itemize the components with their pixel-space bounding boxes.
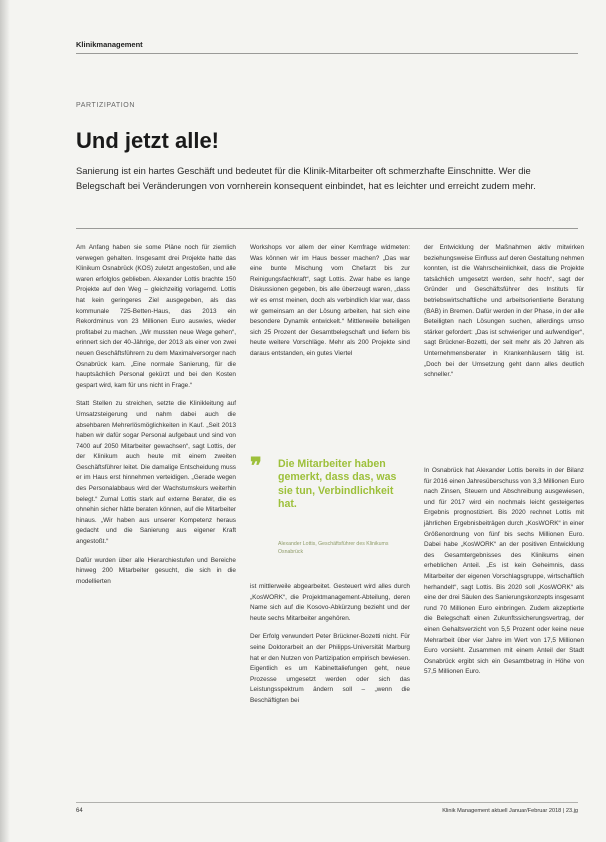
paragraph: Am Anfang haben sie some Pläne noch für ziemlich verwegen gehalten. Insgesamt drei Projekte hatte das Klinikum Osnabrück (KOS) zuletzt angestoßen, und alle waren erfolglos geblieben. Alexander Lottis brachte 150 Projekte auf den Weg – gleichzeitig vorlagernd. Lottis hat kein geringeres Ziel ausgegeben, als das kommunale 725-Betten-Haus, das 2013 ein Rekordminus von 23 Millionen Euro auswies, wieder profitabel zu machen. „Wir mussten neue Wege gehen“, erinnert sich der 40-Jährige, der 2013 als einer von zwei neuen Geschäftsführern zu dem Maximalversorger nach Osnabrück kam. „Eine normale Sanierung, für die hauptsächlich Personal gekürzt und bei den Kosten gespart wird, kam für uns nicht in Frage.“ (76, 244, 236, 389)
pull-quote-attribution: Alexander Lottis, Geschäftsführer des Klinikums Osnabrück (278, 541, 389, 555)
paragraph: der Entwicklung der Maßnahmen aktiv mitwirken beziehungsweise Einfluss auf deren Gestaltung nehmen konnten, ist die Wahrscheinlichkeit, dass die Projekte tatsächlich umgesetzt werden, sehr hoch“, sagt der Gründer und Geschäftsführer des Instituts für betriebswirtschaftliche und arbeitsorientierte Beratung (BAB) in Bremen. Dafür werden in der Phase, in der alle Beteiligten nach Lösungen suchen, allerdings umso stärker gefordert: „Das ist schwieriger und aufwendiger“, sagt Brückner-Bozetti, der seit mehr als 20 Jahren als Unternehmensberater in Krankenhäusern tätig ist. „Doch bei der Umsetzung geht dann alles deutlich schneller.“ (424, 244, 584, 379)
column-2-top (250, 243, 410, 368)
column-3-bottom (424, 466, 584, 686)
intro-rule (76, 228, 578, 229)
paragraph: Der Erfolg verwundert Peter Brückner-Bozetti nicht. Für seine Doktorarbeit an der Philipps-Universität Marburg hat er den Nutzen von Partizipation empirisch bewiesen. Eigentlich es um Kabinettaliefungen geht, neue Prozesse umgesetzt werden oder sich das Leistungsspektrum ändern soll – „wenn die Beschäftigten bei (250, 633, 410, 704)
article-intro: Sanierung ist ein hartes Geschäft und bedeutet für die Klinik-Mitarbeiter oft schmerzhafte Einschnitte. Wer die Belegschaft bei Veränderungen von vornherein konsequent einbindet, hat es leichter und erreicht zudem mehr. (76, 165, 536, 191)
column-2-bottom (250, 582, 410, 715)
section-label: Klinikmanagement (76, 40, 143, 49)
header-rule (76, 53, 578, 54)
page-fold-shadow (0, 0, 10, 842)
column-1 (76, 243, 236, 595)
paragraph: Statt Stellen zu streichen, setzte die Klinikleitung auf Umsatzsteigerung und nahm dabei auch die absehbaren Mehrerlösmöglichkeiten in Kauf. „Seit 2013 haben wir dafür sogar Personal aufgebaut und sind von 7400 auf 2050 Mitarbeiter gewachsen“, sagt Lottis, der der Klinikum auch heute mit einem zweiten Geschäftsführer leitet. Die damalige Entscheidung muss er im Haus erst hinnehmen verteidigen. „Gerade wegen des Personalabbaus wird der Wachstumskurs weiterhin belegt.“ Zumal Lottis stark auf externe Berater, die es ohnehin sicher hätte beraten können, auf die Mitarbeiter hinaus. „Wir haben aus unserer Kompetenz heraus gedacht und die Sanierung aus eigener Kraft angestoßt.“ (76, 400, 236, 546)
footer-rule (76, 802, 578, 803)
paragraph: Dafür wurden über alle Hierarchiestufen und Bereiche hinweg 200 Mitarbeiter gesucht, die sich in die modellierten (76, 556, 236, 585)
paragraph: ist mittlerweile abgearbeitet. Gesteuert wird alles durch „KosWORK“, die Projektmanagement-Abteilung, deren Name sich auf die Kosovo-Abkürzung bezieht und der heute sechs Mitarbeiter angehören. (250, 583, 410, 622)
article-kicker: PARTIZIPATION (76, 102, 136, 109)
quote-mark-icon: ❞ (250, 453, 262, 478)
article-headline: Und jetzt alle! (76, 128, 220, 153)
column-3-top (424, 243, 584, 389)
paragraph: In Osnabrück hat Alexander Lottis bereits in der Bilanz für 2016 einen Jahresüberschuss von 3,3 Millionen Euro nach Zinsen, Steuern und Abschreibung ausgewiesen, und für 2017 wird ein nochmals leicht gesteigertes Ergebnis prognostiziert. Bis 2020 rechnet Lottis mit jährlichen Ergebnisbeiträgen durch „KosWORK“ in einer Größenordnung von fünf bis sechs Millionen Euro. Dabei habe „KosWORK“ an der positiven Entwicklung des Gesamtergebnisses des Klinikums einen erheblichen Anteil. „Es ist kein Geheimnis, dass Mitarbeiter der eigenen Vorschlagsgruppe, wirtschaftlich herhandelt“, sagt Lottis. Bis 2020 soll „KosWORK“ als eine der drei Säulen des Sanierungskonzepts insgesamt rund 70 Millionen Euro einbringen. Zudem akzeptierte die Belegschaft einen Zukunftssicherungsvertrag, der einen Gehaltsverzicht von 5,5 Prozent oder keine neue Mehrarbeit über vier Jahre im Wert von 17,5 Millionen Euro vorsieht. Zusammen mit einem Anteil der Stadt Osnabrück ergibt sich ein Gesamtbetrag in Höhe von 57,5 Millionen Euro. (424, 467, 584, 676)
pull-quote-text: Die Mitarbeiter haben gemerkt, dass das, was sie tun, Verbindlichkeit hat. (278, 458, 397, 511)
paragraph: Workshops vor allem der einer Kernfrage widmeten: Was können wir im Haus besser machen? „Das war eine bunte Mischung vom Chefarzt bis zur Reinigungsfachkraft“, sagt Lottis. Zwar habe es lange Diskussionen gegeben, bis alle überzeugt waren, „dass wir es ernst meinen, doch als verbindlich klar war, dass wir gemeinsam an der Lösung arbeiten, hat sich eine besondere Dynamik entwickelt.“ Mittlerweile beteiligen sich 25 Prozent der Gesamtbelegschaft und liefern bis heute weitere Vorschläge. Mehr als 200 Projekte sind daraus entstanden, ein gutes Viertel (250, 244, 410, 357)
publication-info: Klinik Management aktuell Januar/Februar 2018 | 23.jg (442, 808, 578, 814)
page-number: 64 (76, 808, 83, 814)
pull-quote (250, 455, 410, 578)
